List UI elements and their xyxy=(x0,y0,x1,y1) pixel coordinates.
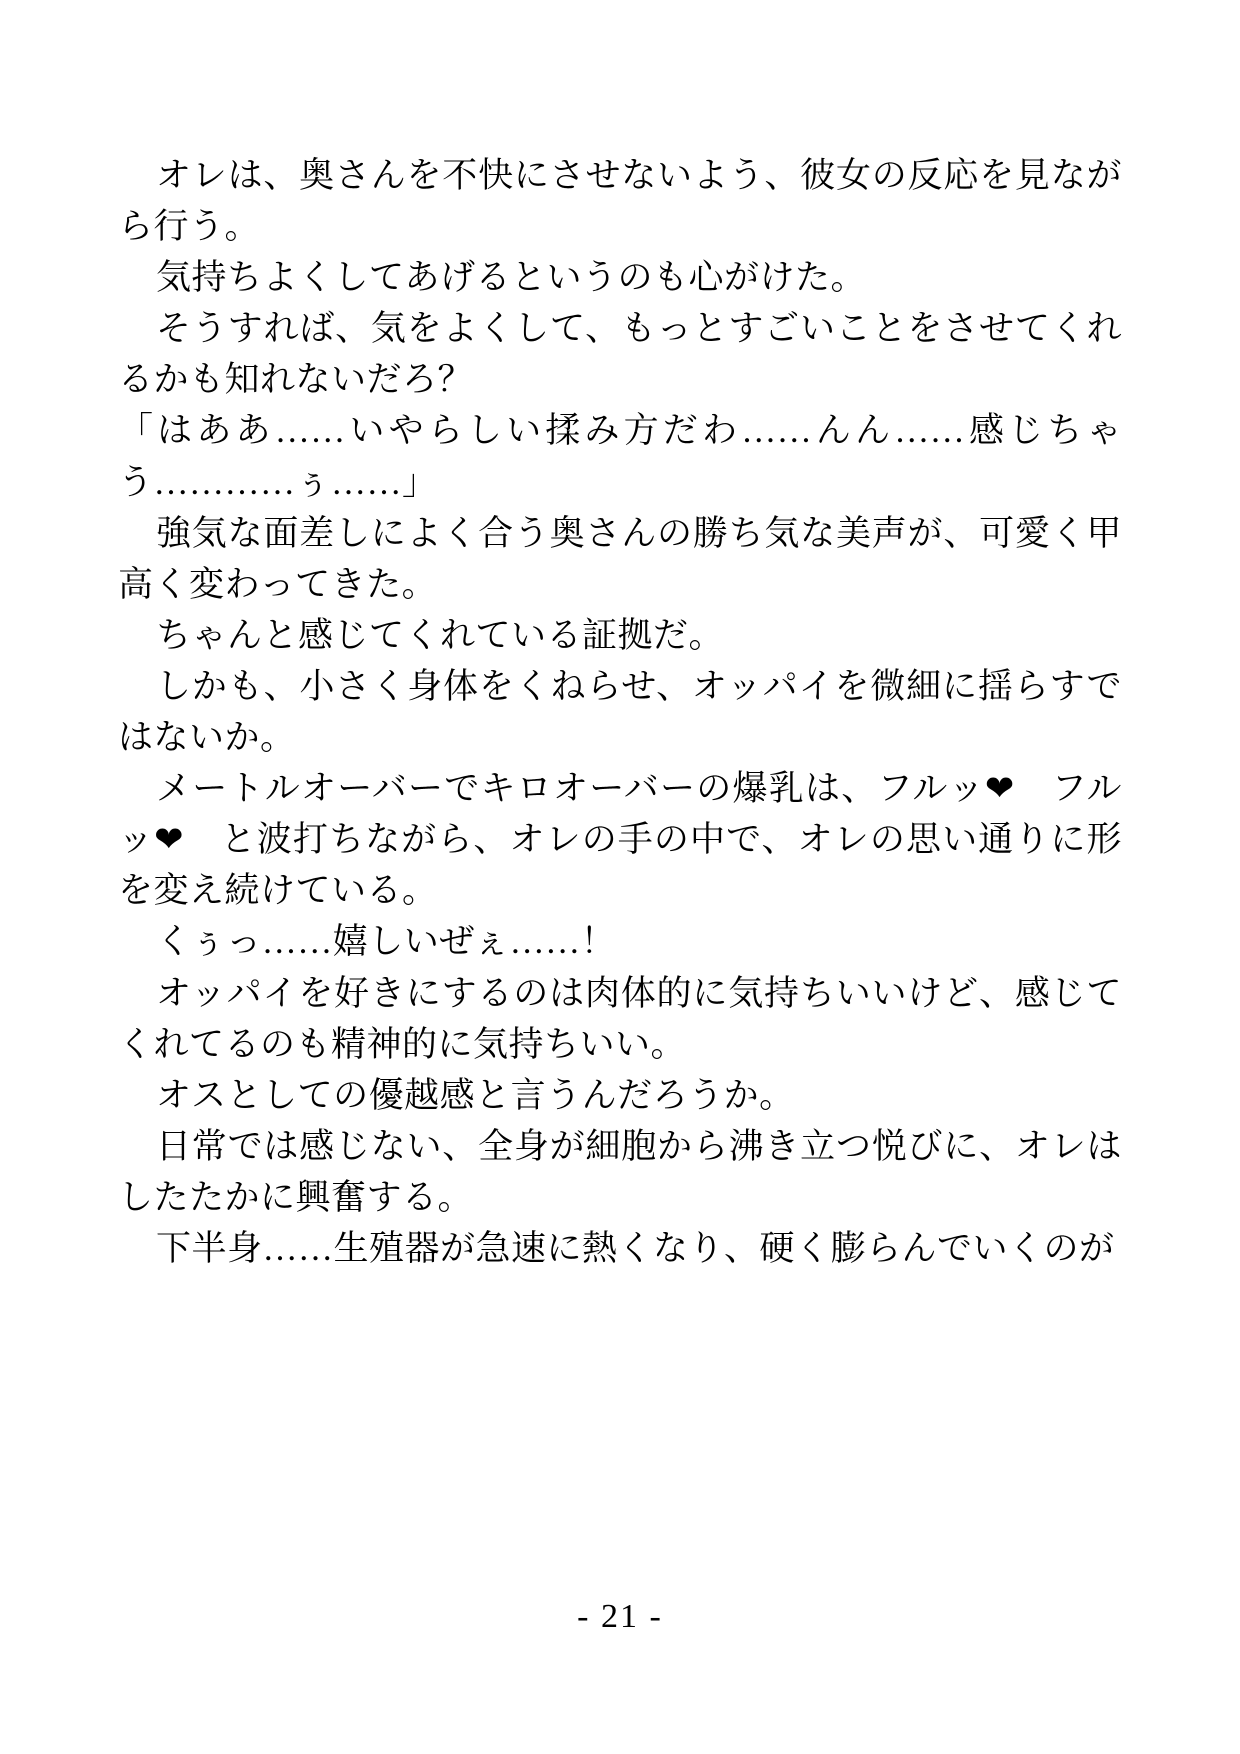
paragraph: 日常では感じない、全身が細胞から沸き立つ悦びに、オレはしたたかに興奮する。 xyxy=(118,1126,1122,1217)
paragraph: オッパイを好きにするのは肉体的に気持ちいいけど、感じてくれてるのも精神的に気持ちいい。 xyxy=(118,973,1122,1064)
paragraph: 「はああ……いやらしい揉み方だわ……んん……感じちゃう…………ぅ……」 xyxy=(118,411,1122,502)
paragraph: くぅっ……嬉しいぜぇ……！ xyxy=(156,922,617,962)
paragraph: オスとしての優越感と言うんだろうか。 xyxy=(156,1075,795,1115)
paragraph: しかも、小さく身体をくねらせ、オッパイを微細に揺らすではないか。 xyxy=(118,666,1122,758)
paragraph: 気持ちよくしてあげるというのも心がけた。 xyxy=(156,258,867,298)
paragraph: ちゃんと感じてくれている証拠だ。 xyxy=(156,615,725,655)
paragraph: 下半身……生殖器が急速に熱くなり、硬く膨らんでいくのが xyxy=(156,1228,1115,1268)
page-number: - 21 - xyxy=(577,1598,663,1635)
paragraph: オレは、奥さんを不快にさせないよう、彼女の反応を見ながら行う。 xyxy=(118,156,1122,247)
paragraph: そうすれば、気をよくして、もっとすごいことをさせてくれるかも知れないだろ？ xyxy=(118,309,1122,400)
paragraph: メートルオーバーでキロオーバーの爆乳は、フルッ❤ フルッ❤ と波打ちながら、オレの手の中で、オレの思い通りに形を変え続けている。 xyxy=(118,769,1122,911)
paragraph: 強気な面差しによく合う奥さんの勝ち気な美声が、可愛く甲高く変わってきた。 xyxy=(118,513,1122,604)
page-body-text xyxy=(118,150,1122,1274)
